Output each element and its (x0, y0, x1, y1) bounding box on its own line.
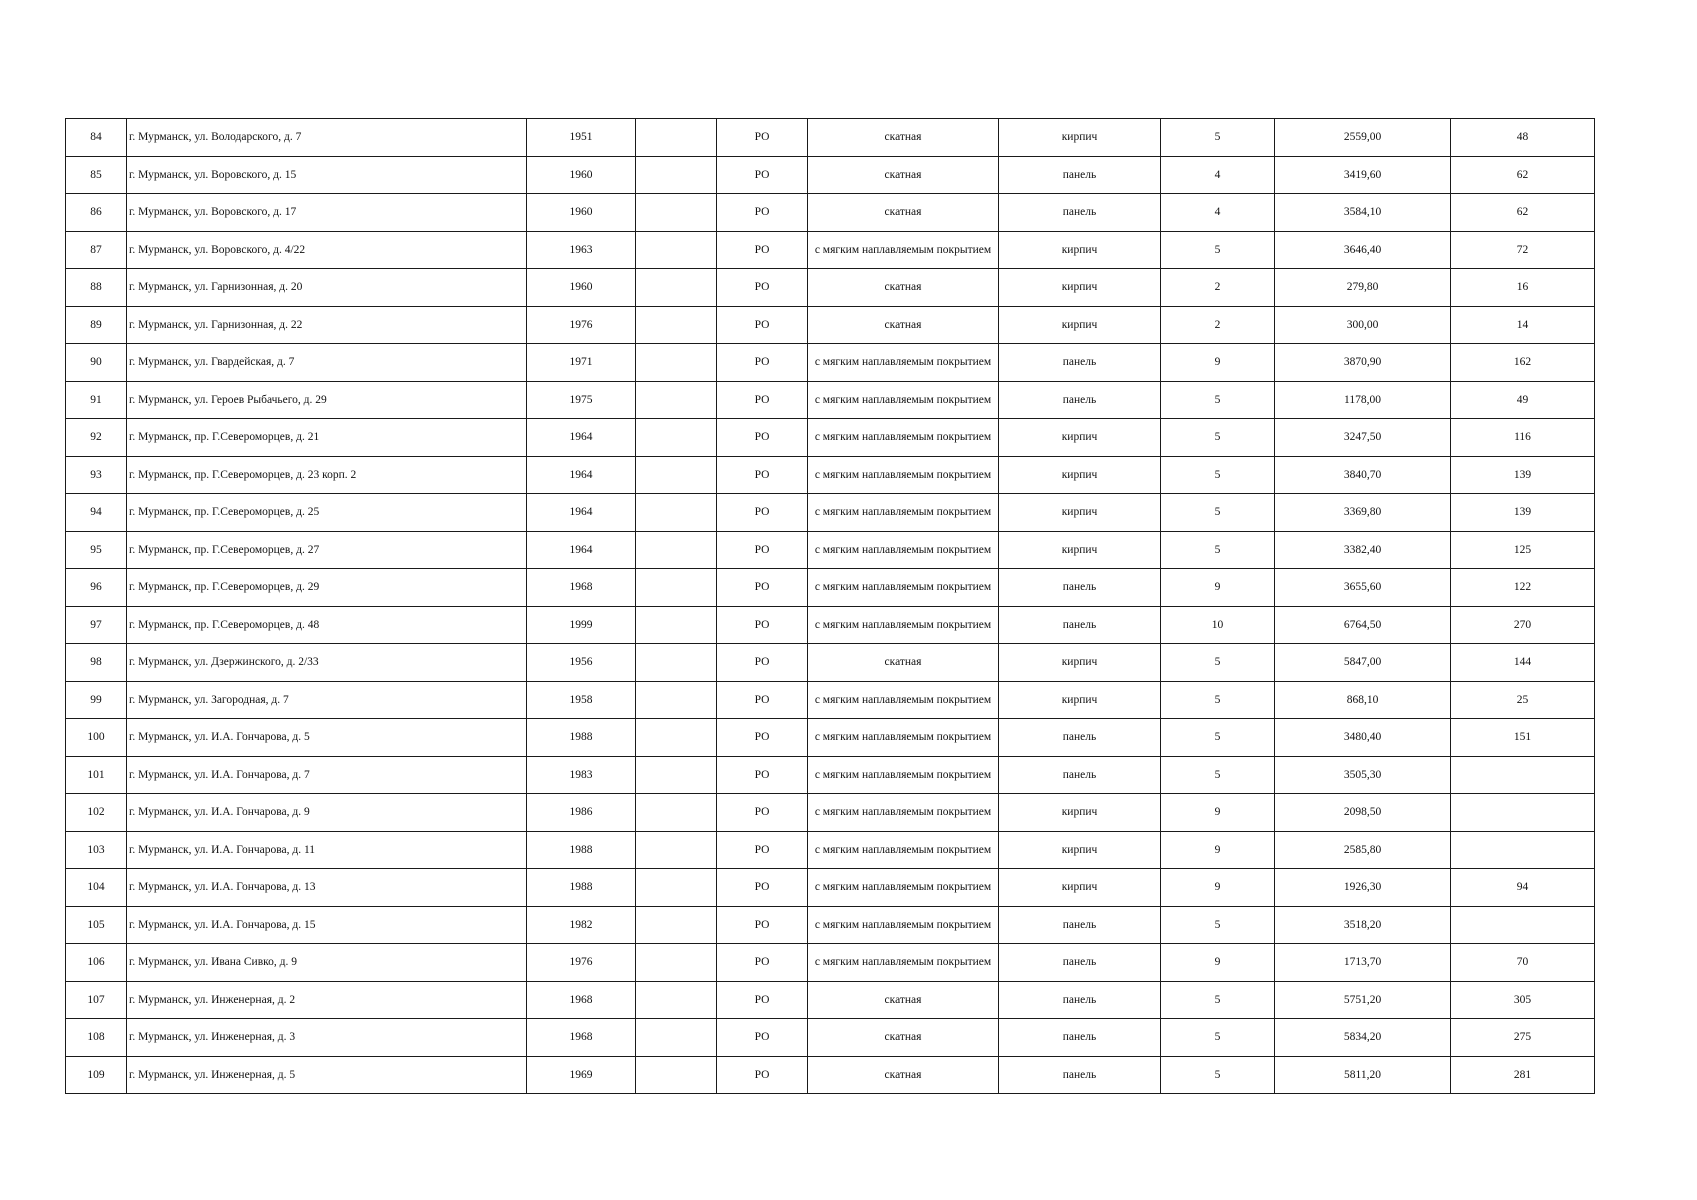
empty-cell (636, 194, 717, 232)
residents-cell: 48 (1451, 119, 1595, 157)
table-row (66, 869, 1595, 907)
row-number-cell: 107 (66, 981, 127, 1019)
residents-cell: 94 (1451, 869, 1595, 907)
year-built-cell: 1971 (527, 344, 636, 382)
area-cell: 868,10 (1275, 681, 1451, 719)
program-type-cell: РО (717, 306, 808, 344)
address-cell: г. Мурманск, ул. И.А. Гончарова, д. 5 (127, 719, 527, 757)
roof-type-cell: с мягким наплавляемым покрытием (808, 719, 999, 757)
address-cell: г. Мурманск, ул. Гарнизонная, д. 22 (127, 306, 527, 344)
residents-cell: 49 (1451, 381, 1595, 419)
year-built-cell: 1956 (527, 644, 636, 682)
table-row (66, 381, 1595, 419)
area-cell: 5751,20 (1275, 981, 1451, 1019)
table-row (66, 1019, 1595, 1057)
table-row (66, 494, 1595, 532)
residents-cell: 125 (1451, 531, 1595, 569)
year-built-cell: 1951 (527, 119, 636, 157)
program-type-cell: РО (717, 606, 808, 644)
floors-cell: 9 (1161, 831, 1275, 869)
year-built-cell: 1976 (527, 944, 636, 982)
address-cell: г. Мурманск, ул. И.А. Гончарова, д. 7 (127, 756, 527, 794)
empty-cell (636, 906, 717, 944)
wall-material-cell: панель (999, 156, 1161, 194)
residents-cell (1451, 794, 1595, 832)
address-cell: г. Мурманск, ул. Героев Рыбачьего, д. 29 (127, 381, 527, 419)
row-number-cell: 93 (66, 456, 127, 494)
table-row (66, 156, 1595, 194)
program-type-cell: РО (717, 381, 808, 419)
year-built-cell: 1982 (527, 906, 636, 944)
wall-material-cell: кирпич (999, 419, 1161, 457)
floors-cell: 5 (1161, 1056, 1275, 1094)
floors-cell: 5 (1161, 906, 1275, 944)
table-row (66, 719, 1595, 757)
area-cell: 6764,50 (1275, 606, 1451, 644)
wall-material-cell: кирпич (999, 231, 1161, 269)
floors-cell: 5 (1161, 981, 1275, 1019)
wall-material-cell: панель (999, 1056, 1161, 1094)
address-cell: г. Мурманск, ул. Загородная, д. 7 (127, 681, 527, 719)
wall-material-cell: кирпич (999, 869, 1161, 907)
floors-cell: 9 (1161, 569, 1275, 607)
wall-material-cell: панель (999, 344, 1161, 382)
wall-material-cell: панель (999, 719, 1161, 757)
floors-cell: 5 (1161, 119, 1275, 157)
area-cell: 3840,70 (1275, 456, 1451, 494)
empty-cell (636, 381, 717, 419)
table-row (66, 644, 1595, 682)
wall-material-cell: кирпич (999, 456, 1161, 494)
floors-cell: 5 (1161, 644, 1275, 682)
floors-cell: 2 (1161, 269, 1275, 307)
roof-type-cell: с мягким наплавляемым покрытием (808, 231, 999, 269)
wall-material-cell: панель (999, 944, 1161, 982)
area-cell: 2098,50 (1275, 794, 1451, 832)
year-built-cell: 1986 (527, 794, 636, 832)
program-type-cell: РО (717, 831, 808, 869)
row-number-cell: 95 (66, 531, 127, 569)
program-type-cell: РО (717, 756, 808, 794)
address-cell: г. Мурманск, ул. Инженерная, д. 2 (127, 981, 527, 1019)
program-type-cell: РО (717, 494, 808, 532)
roof-type-cell: скатная (808, 119, 999, 157)
year-built-cell: 1964 (527, 456, 636, 494)
address-cell: г. Мурманск, ул. Воровского, д. 4/22 (127, 231, 527, 269)
row-number-cell: 91 (66, 381, 127, 419)
floors-cell: 4 (1161, 194, 1275, 232)
year-built-cell: 1975 (527, 381, 636, 419)
area-cell: 1713,70 (1275, 944, 1451, 982)
empty-cell (636, 306, 717, 344)
residents-cell: 116 (1451, 419, 1595, 457)
empty-cell (636, 231, 717, 269)
residents-cell: 16 (1451, 269, 1595, 307)
floors-cell: 5 (1161, 494, 1275, 532)
table-row (66, 981, 1595, 1019)
empty-cell (636, 531, 717, 569)
residents-cell: 139 (1451, 456, 1595, 494)
residents-cell: 70 (1451, 944, 1595, 982)
year-built-cell: 1988 (527, 831, 636, 869)
program-type-cell: РО (717, 644, 808, 682)
floors-cell: 4 (1161, 156, 1275, 194)
area-cell: 3518,20 (1275, 906, 1451, 944)
program-type-cell: РО (717, 231, 808, 269)
address-cell: г. Мурманск, ул. Инженерная, д. 5 (127, 1056, 527, 1094)
row-number-cell: 89 (66, 306, 127, 344)
residents-cell: 25 (1451, 681, 1595, 719)
roof-type-cell: с мягким наплавляемым покрытием (808, 456, 999, 494)
table-row (66, 119, 1595, 157)
empty-cell (636, 456, 717, 494)
empty-cell (636, 1019, 717, 1057)
address-cell: г. Мурманск, ул. Гарнизонная, д. 20 (127, 269, 527, 307)
row-number-cell: 85 (66, 156, 127, 194)
address-cell: г. Мурманск, ул. Воровского, д. 15 (127, 156, 527, 194)
year-built-cell: 1968 (527, 981, 636, 1019)
roof-type-cell: скатная (808, 269, 999, 307)
floors-cell: 9 (1161, 344, 1275, 382)
row-number-cell: 94 (66, 494, 127, 532)
area-cell: 2559,00 (1275, 119, 1451, 157)
area-cell: 300,00 (1275, 306, 1451, 344)
area-cell: 3870,90 (1275, 344, 1451, 382)
program-type-cell: РО (717, 681, 808, 719)
floors-cell: 2 (1161, 306, 1275, 344)
year-built-cell: 1988 (527, 869, 636, 907)
row-number-cell: 98 (66, 644, 127, 682)
residents-cell: 275 (1451, 1019, 1595, 1057)
wall-material-cell: панель (999, 381, 1161, 419)
program-type-cell: РО (717, 531, 808, 569)
area-cell: 3369,80 (1275, 494, 1451, 532)
address-cell: г. Мурманск, ул. Ивана Сивко, д. 9 (127, 944, 527, 982)
empty-cell (636, 419, 717, 457)
address-cell: г. Мурманск, ул. И.А. Гончарова, д. 11 (127, 831, 527, 869)
wall-material-cell: кирпич (999, 681, 1161, 719)
residents-cell (1451, 756, 1595, 794)
wall-material-cell: панель (999, 569, 1161, 607)
table-row (66, 456, 1595, 494)
roof-type-cell: с мягким наплавляемым покрытием (808, 869, 999, 907)
year-built-cell: 1976 (527, 306, 636, 344)
roof-type-cell: с мягким наплавляемым покрытием (808, 831, 999, 869)
floors-cell: 5 (1161, 681, 1275, 719)
floors-cell: 5 (1161, 419, 1275, 457)
document-page (65, 118, 1595, 1094)
program-type-cell: РО (717, 981, 808, 1019)
row-number-cell: 84 (66, 119, 127, 157)
row-number-cell: 99 (66, 681, 127, 719)
residents-cell: 72 (1451, 231, 1595, 269)
address-cell: г. Мурманск, ул. Володарского, д. 7 (127, 119, 527, 157)
address-cell: г. Мурманск, ул. И.А. Гончарова, д. 13 (127, 869, 527, 907)
wall-material-cell: панель (999, 1019, 1161, 1057)
table-row (66, 1056, 1595, 1094)
residents-cell: 305 (1451, 981, 1595, 1019)
housing-registry-table (65, 118, 1595, 1094)
empty-cell (636, 869, 717, 907)
address-cell: г. Мурманск, ул. Инженерная, д. 3 (127, 1019, 527, 1057)
table-row (66, 269, 1595, 307)
floors-cell: 5 (1161, 719, 1275, 757)
residents-cell: 162 (1451, 344, 1595, 382)
wall-material-cell: панель (999, 756, 1161, 794)
wall-material-cell: панель (999, 906, 1161, 944)
table-row (66, 194, 1595, 232)
program-type-cell: РО (717, 419, 808, 457)
area-cell: 3480,40 (1275, 719, 1451, 757)
table-row (66, 606, 1595, 644)
address-cell: г. Мурманск, пр. Г.Североморцев, д. 27 (127, 531, 527, 569)
row-number-cell: 88 (66, 269, 127, 307)
table-row (66, 681, 1595, 719)
empty-cell (636, 794, 717, 832)
area-cell: 3382,40 (1275, 531, 1451, 569)
floors-cell: 5 (1161, 1019, 1275, 1057)
area-cell: 3247,50 (1275, 419, 1451, 457)
wall-material-cell: кирпич (999, 306, 1161, 344)
year-built-cell: 1964 (527, 494, 636, 532)
residents-cell: 270 (1451, 606, 1595, 644)
empty-cell (636, 644, 717, 682)
table-row (66, 231, 1595, 269)
year-built-cell: 1968 (527, 1019, 636, 1057)
row-number-cell: 100 (66, 719, 127, 757)
empty-cell (636, 681, 717, 719)
wall-material-cell: панель (999, 194, 1161, 232)
table-body (66, 119, 1595, 1094)
floors-cell: 5 (1161, 756, 1275, 794)
table-row (66, 906, 1595, 944)
floors-cell: 5 (1161, 531, 1275, 569)
program-type-cell: РО (717, 1019, 808, 1057)
area-cell: 5811,20 (1275, 1056, 1451, 1094)
table-row (66, 756, 1595, 794)
row-number-cell: 96 (66, 569, 127, 607)
residents-cell: 151 (1451, 719, 1595, 757)
roof-type-cell: с мягким наплавляемым покрытием (808, 494, 999, 532)
area-cell: 1178,00 (1275, 381, 1451, 419)
floors-cell: 5 (1161, 456, 1275, 494)
area-cell: 279,80 (1275, 269, 1451, 307)
residents-cell: 139 (1451, 494, 1595, 532)
row-number-cell: 92 (66, 419, 127, 457)
wall-material-cell: кирпич (999, 531, 1161, 569)
empty-cell (636, 494, 717, 532)
roof-type-cell: с мягким наплавляемым покрытием (808, 906, 999, 944)
row-number-cell: 103 (66, 831, 127, 869)
roof-type-cell: скатная (808, 156, 999, 194)
empty-cell (636, 1056, 717, 1094)
empty-cell (636, 719, 717, 757)
row-number-cell: 101 (66, 756, 127, 794)
address-cell: г. Мурманск, пр. Г.Североморцев, д. 25 (127, 494, 527, 532)
table-row (66, 569, 1595, 607)
empty-cell (636, 756, 717, 794)
empty-cell (636, 606, 717, 644)
program-type-cell: РО (717, 794, 808, 832)
table-row (66, 944, 1595, 982)
wall-material-cell: кирпич (999, 119, 1161, 157)
row-number-cell: 87 (66, 231, 127, 269)
wall-material-cell: кирпич (999, 831, 1161, 869)
address-cell: г. Мурманск, пр. Г.Североморцев, д. 29 (127, 569, 527, 607)
year-built-cell: 1960 (527, 194, 636, 232)
row-number-cell: 90 (66, 344, 127, 382)
program-type-cell: РО (717, 194, 808, 232)
address-cell: г. Мурманск, пр. Г.Североморцев, д. 21 (127, 419, 527, 457)
address-cell: г. Мурманск, ул. И.А. Гончарова, д. 15 (127, 906, 527, 944)
year-built-cell: 1968 (527, 569, 636, 607)
area-cell: 5834,20 (1275, 1019, 1451, 1057)
program-type-cell: РО (717, 456, 808, 494)
year-built-cell: 1960 (527, 156, 636, 194)
area-cell: 5847,00 (1275, 644, 1451, 682)
empty-cell (636, 981, 717, 1019)
row-number-cell: 97 (66, 606, 127, 644)
table-row (66, 419, 1595, 457)
row-number-cell: 105 (66, 906, 127, 944)
floors-cell: 5 (1161, 231, 1275, 269)
year-built-cell: 1999 (527, 606, 636, 644)
wall-material-cell: панель (999, 981, 1161, 1019)
roof-type-cell: скатная (808, 981, 999, 1019)
row-number-cell: 106 (66, 944, 127, 982)
roof-type-cell: скатная (808, 644, 999, 682)
year-built-cell: 1958 (527, 681, 636, 719)
roof-type-cell: с мягким наплавляемым покрытием (808, 681, 999, 719)
address-cell: г. Мурманск, ул. Гвардейская, д. 7 (127, 344, 527, 382)
program-type-cell: РО (717, 719, 808, 757)
area-cell: 3655,60 (1275, 569, 1451, 607)
empty-cell (636, 344, 717, 382)
empty-cell (636, 119, 717, 157)
roof-type-cell: скатная (808, 306, 999, 344)
residents-cell: 14 (1451, 306, 1595, 344)
program-type-cell: РО (717, 269, 808, 307)
table-row (66, 344, 1595, 382)
residents-cell: 62 (1451, 194, 1595, 232)
residents-cell: 122 (1451, 569, 1595, 607)
residents-cell: 62 (1451, 156, 1595, 194)
program-type-cell: РО (717, 344, 808, 382)
roof-type-cell: с мягким наплавляемым покрытием (808, 531, 999, 569)
area-cell: 3646,40 (1275, 231, 1451, 269)
roof-type-cell: с мягким наплавляемым покрытием (808, 606, 999, 644)
area-cell: 2585,80 (1275, 831, 1451, 869)
program-type-cell: РО (717, 119, 808, 157)
wall-material-cell: кирпич (999, 494, 1161, 532)
address-cell: г. Мурманск, пр. Г.Североморцев, д. 48 (127, 606, 527, 644)
wall-material-cell: панель (999, 606, 1161, 644)
roof-type-cell: с мягким наплавляемым покрытием (808, 569, 999, 607)
empty-cell (636, 944, 717, 982)
program-type-cell: РО (717, 569, 808, 607)
area-cell: 3584,10 (1275, 194, 1451, 232)
residents-cell: 281 (1451, 1056, 1595, 1094)
table-row (66, 306, 1595, 344)
table-row (66, 531, 1595, 569)
residents-cell (1451, 831, 1595, 869)
year-built-cell: 1988 (527, 719, 636, 757)
address-cell: г. Мурманск, ул. Дзержинского, д. 2/33 (127, 644, 527, 682)
row-number-cell: 109 (66, 1056, 127, 1094)
empty-cell (636, 156, 717, 194)
roof-type-cell: с мягким наплавляемым покрытием (808, 944, 999, 982)
roof-type-cell: с мягким наплавляемым покрытием (808, 756, 999, 794)
row-number-cell: 102 (66, 794, 127, 832)
table-row (66, 831, 1595, 869)
program-type-cell: РО (717, 156, 808, 194)
row-number-cell: 86 (66, 194, 127, 232)
year-built-cell: 1964 (527, 531, 636, 569)
row-number-cell: 108 (66, 1019, 127, 1057)
roof-type-cell: с мягким наплавляемым покрытием (808, 381, 999, 419)
roof-type-cell: с мягким наплавляемым покрытием (808, 419, 999, 457)
area-cell: 1926,30 (1275, 869, 1451, 907)
program-type-cell: РО (717, 1056, 808, 1094)
floors-cell: 9 (1161, 869, 1275, 907)
area-cell: 3505,30 (1275, 756, 1451, 794)
residents-cell: 144 (1451, 644, 1595, 682)
address-cell: г. Мурманск, ул. И.А. Гончарова, д. 9 (127, 794, 527, 832)
roof-type-cell: с мягким наплавляемым покрытием (808, 344, 999, 382)
area-cell: 3419,60 (1275, 156, 1451, 194)
year-built-cell: 1963 (527, 231, 636, 269)
empty-cell (636, 569, 717, 607)
year-built-cell: 1960 (527, 269, 636, 307)
year-built-cell: 1969 (527, 1056, 636, 1094)
row-number-cell: 104 (66, 869, 127, 907)
floors-cell: 9 (1161, 944, 1275, 982)
wall-material-cell: кирпич (999, 269, 1161, 307)
roof-type-cell: скатная (808, 1056, 999, 1094)
floors-cell: 9 (1161, 794, 1275, 832)
roof-type-cell: с мягким наплавляемым покрытием (808, 794, 999, 832)
wall-material-cell: кирпич (999, 644, 1161, 682)
address-cell: г. Мурманск, ул. Воровского, д. 17 (127, 194, 527, 232)
address-cell: г. Мурманск, пр. Г.Североморцев, д. 23 корп. 2 (127, 456, 527, 494)
table-row (66, 794, 1595, 832)
program-type-cell: РО (717, 906, 808, 944)
empty-cell (636, 831, 717, 869)
program-type-cell: РО (717, 944, 808, 982)
roof-type-cell: скатная (808, 194, 999, 232)
wall-material-cell: кирпич (999, 794, 1161, 832)
residents-cell (1451, 906, 1595, 944)
year-built-cell: 1964 (527, 419, 636, 457)
floors-cell: 10 (1161, 606, 1275, 644)
program-type-cell: РО (717, 869, 808, 907)
floors-cell: 5 (1161, 381, 1275, 419)
year-built-cell: 1983 (527, 756, 636, 794)
empty-cell (636, 269, 717, 307)
roof-type-cell: скатная (808, 1019, 999, 1057)
